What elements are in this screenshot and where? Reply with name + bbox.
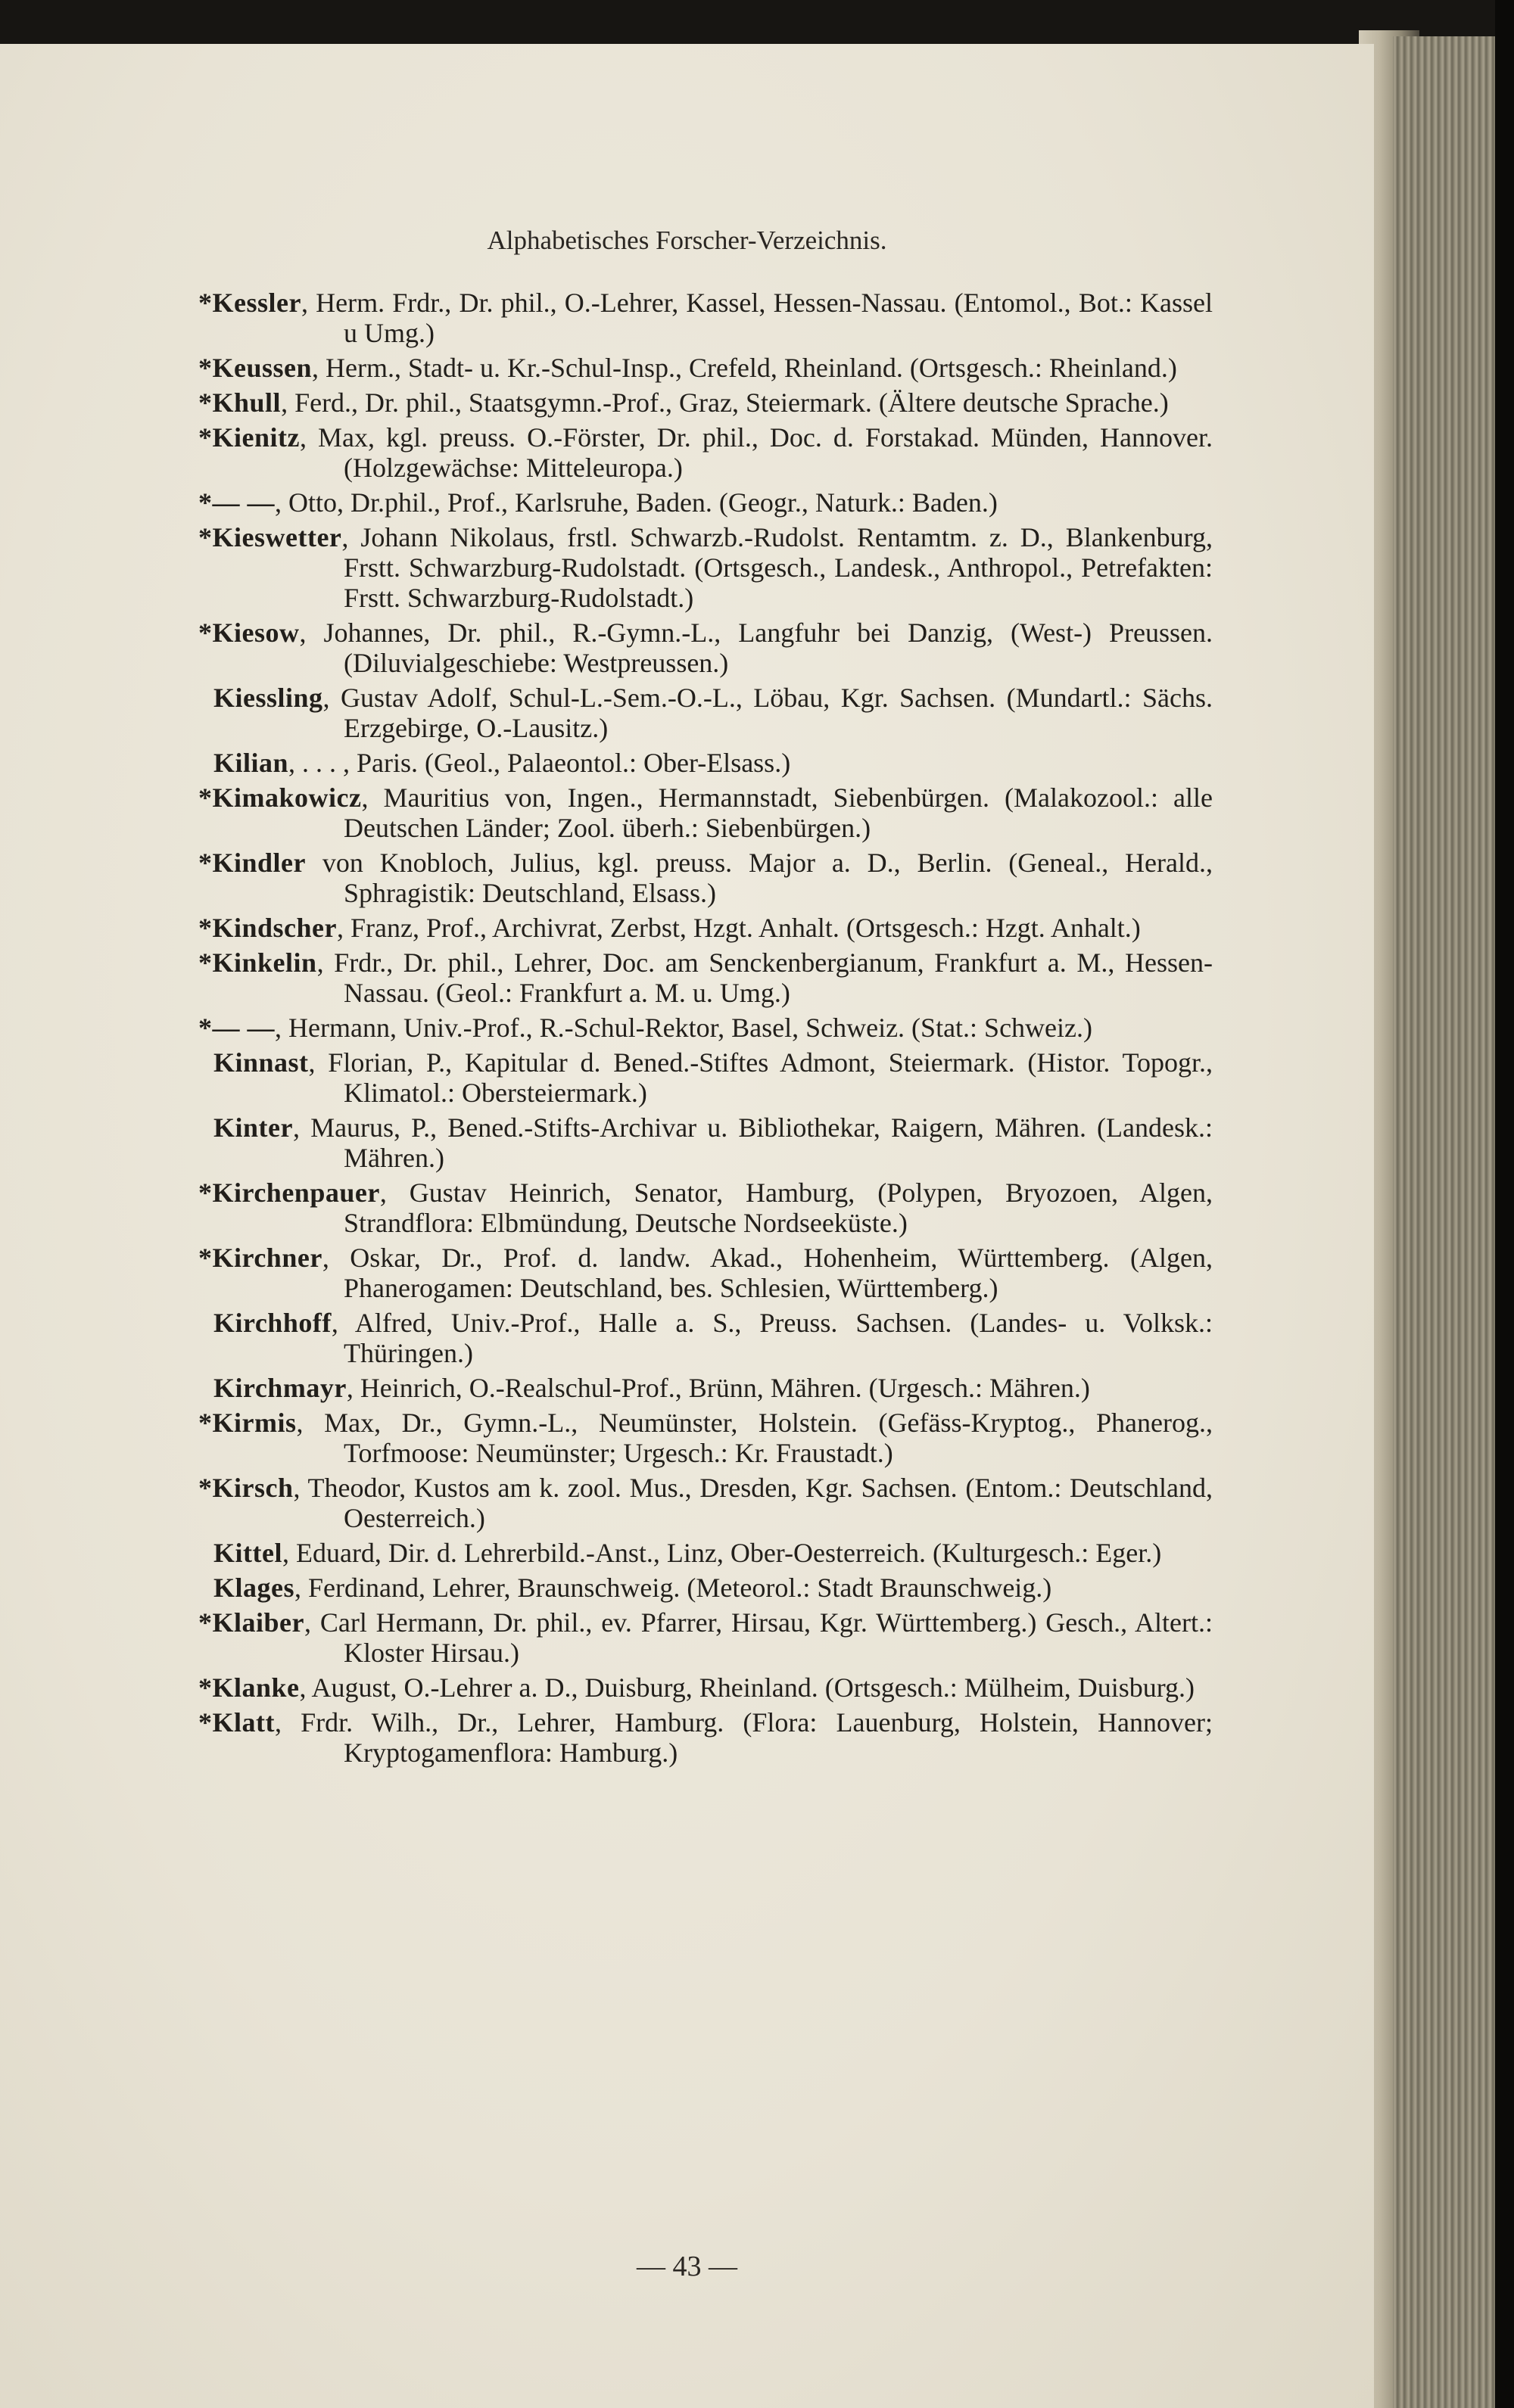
entry-text: , Gustav Heinrich, Senator, Hamburg, (Polypen, Bryozoen, Algen, Strandflora: Elbmündung, Deutsche Nordseeküste.) bbox=[344, 1178, 1213, 1238]
page-edges bbox=[1393, 36, 1499, 2408]
book-page bbox=[0, 44, 1374, 2408]
entry-kinnast bbox=[198, 1047, 1213, 1108]
entry-kirchhoff bbox=[198, 1308, 1213, 1368]
entry-head: Kittel bbox=[213, 1538, 282, 1568]
entry-klages bbox=[198, 1573, 1213, 1603]
edge-shadow bbox=[1495, 0, 1514, 2408]
entry-head: *Kirchner bbox=[198, 1243, 322, 1273]
entry-head: *Kindler bbox=[198, 848, 307, 878]
entry-kindscher bbox=[198, 913, 1213, 943]
entry-kessler bbox=[198, 288, 1213, 348]
entry-head: *— — bbox=[198, 1013, 275, 1043]
entry-head: Kilian bbox=[213, 748, 289, 778]
entry-keussen bbox=[198, 353, 1213, 383]
entry-text: , Frdr. Wilh., Dr., Lehrer, Hamburg. (Flora: Lauenburg, Holstein, Hannover; Kryptogamenflora: Hamburg.) bbox=[274, 1707, 1213, 1768]
entry-head: Kinnast bbox=[213, 1047, 309, 1078]
entry-text: , August, O.-Lehrer a. D., Duisburg, Rheinland. (Ortsgesch.: Mülheim, Duisburg.) bbox=[299, 1672, 1195, 1703]
entry-text: , Mauritius von, Ingen., Hermannstadt, Siebenbürgen. (Malakozool.: alle Deutschen Länder; Zool. überh.: Siebenbürgen.) bbox=[344, 782, 1213, 843]
entry-text: , Heinrich, O.-Realschul-Prof., Brünn, Mähren. (Urgesch.: Mähren.) bbox=[346, 1373, 1090, 1403]
entry-head: Klages bbox=[213, 1573, 294, 1603]
entry-kindler bbox=[198, 848, 1213, 908]
entry-kilian bbox=[198, 748, 1213, 778]
entry-head: *Kieswetter bbox=[198, 522, 342, 552]
entry-text: , Ferd., Dr. phil., Staatsgymn.-Prof., Graz, Steiermark. (Ältere deutsche Sprache.) bbox=[281, 387, 1169, 418]
entry-list bbox=[198, 288, 1213, 1772]
entry-kinkelin-frdr bbox=[198, 947, 1213, 1008]
entry-kiesow bbox=[198, 618, 1213, 678]
entry-kittel bbox=[198, 1538, 1213, 1568]
entry-head: Kirchhoff bbox=[213, 1308, 332, 1338]
entry-text: , Otto, Dr.phil., Prof., Karlsruhe, Baden. (Geogr., Naturk.: Baden.) bbox=[275, 487, 998, 518]
entry-head: *Kienitz bbox=[198, 422, 300, 453]
entry-kiessling bbox=[198, 683, 1213, 743]
entry-kimakowicz bbox=[198, 782, 1213, 843]
entry-text: , Max, kgl. preuss. O.-Förster, Dr. phil., Doc. d. Forstakad. Münden, Hannover. (Holzgewächse: Mitteleuropa.) bbox=[299, 422, 1213, 483]
entry-klaiber bbox=[198, 1607, 1213, 1668]
entry-head: *Kirchenpauer bbox=[198, 1178, 380, 1208]
entry-text: , Ferdinand, Lehrer, Braunschweig. (Meteorol.: Stadt Braunschweig.) bbox=[294, 1573, 1052, 1603]
entry-khull bbox=[198, 387, 1213, 418]
entry-text: , Florian, P., Kapitular d. Bened.-Stiftes Admont, Steiermark. (Histor. Topogr., Klimatol.: Obersteiermark.) bbox=[308, 1047, 1213, 1108]
entry-kirchenpauer bbox=[198, 1178, 1213, 1238]
entry-head: *Kinkelin bbox=[198, 947, 317, 978]
entry-head: *Kiesow bbox=[198, 618, 300, 648]
entry-head: *Kirsch bbox=[198, 1473, 294, 1503]
entry-head: *— — bbox=[198, 487, 275, 518]
entry-text: , . . . , Paris. (Geol., Palaeontol.: Ober-Elsass.) bbox=[288, 748, 791, 778]
entry-text: , Eduard, Dir. d. Lehrerbild.-Anst., Linz, Ober-Oesterreich. (Kulturgesch.: Eger.) bbox=[282, 1538, 1162, 1568]
entry-kienitz-otto bbox=[198, 487, 1213, 518]
entry-kirsch bbox=[198, 1473, 1213, 1533]
entry-head: Kinter bbox=[213, 1112, 293, 1143]
entry-head: *Keussen bbox=[198, 353, 313, 383]
entry-head: *Klaiber bbox=[198, 1607, 304, 1638]
entry-klanke bbox=[198, 1672, 1213, 1703]
entry-head: *Klanke bbox=[198, 1672, 300, 1703]
entry-text: , Johannes, Dr. phil., R.-Gymn.-L., Langfuhr bei Danzig, (West-) Preussen. (Diluvialgeschiebe: Westpreussen.) bbox=[299, 618, 1213, 678]
entry-text: , Herm. Frdr., Dr. phil., O.-Lehrer, Kassel, Hessen-Nassau. (Entomol., Bot.: Kassel u Umg.) bbox=[301, 288, 1213, 348]
entry-kirchner bbox=[198, 1243, 1213, 1303]
entry-kinter bbox=[198, 1112, 1213, 1173]
entry-head: *Kindscher bbox=[198, 913, 338, 943]
entry-kieswetter bbox=[198, 522, 1213, 613]
entry-text: , Herm., Stadt- u. Kr.-Schul-Insp., Crefeld, Rheinland. (Ortsgesch.: Rheinland.) bbox=[312, 353, 1177, 383]
entry-head: *Khull bbox=[198, 387, 282, 418]
entry-text: , Theodor, Kustos am k. zool. Mus., Dresden, Kgr. Sachsen. (Entom.: Deutschland, Oesterreich.) bbox=[293, 1473, 1213, 1533]
entry-kienitz-max bbox=[198, 422, 1213, 483]
entry-kirchmayr bbox=[198, 1373, 1213, 1403]
entry-text: , Franz, Prof., Archivrat, Zerbst, Hzgt. Anhalt. (Ortsgesch.: Hzgt. Anhalt.) bbox=[337, 913, 1141, 943]
entry-klatt bbox=[198, 1707, 1213, 1768]
entry-text: , Hermann, Univ.-Prof., R.-Schul-Rektor, Basel, Schweiz. (Stat.: Schweiz.) bbox=[275, 1013, 1092, 1043]
entry-text: , Johann Nikolaus, frstl. Schwarzb.-Rudolst. Rentamtm. z. D., Blankenburg, Frstt. Schwarzburg-Rudolstadt. (Ortsgesch., Landesk., Anthropol., Petrefakten: Frstt. Schwarzburg-Rudolstadt.) bbox=[341, 522, 1213, 613]
page-title: Alphabetisches Forscher-Verzeichnis. bbox=[487, 226, 887, 255]
entry-text: , Carl Hermann, Dr. phil., ev. Pfarrer, Hirsau, Kgr. Württemberg.) Gesch., Altert.: Kloster Hirsau.) bbox=[304, 1607, 1213, 1668]
page-number: — 43 — bbox=[637, 2251, 737, 2282]
entry-head: *Kirmis bbox=[198, 1408, 297, 1438]
entry-text: , Maurus, P., Bened.-Stifts-Archivar u. Bibliothekar, Raigern, Mähren. (Landesk.: Mähren.) bbox=[292, 1112, 1213, 1173]
entry-head: *Kimakowicz bbox=[198, 782, 362, 813]
entry-head: *Klatt bbox=[198, 1707, 275, 1738]
entry-kinkelin-hermann bbox=[198, 1013, 1213, 1043]
entry-text: , Frdr., Dr. phil., Lehrer, Doc. am Senckenbergianum, Frankfurt a. M., Hessen-Nassau. (Geol.: Frankfurt a. M. u. Umg.) bbox=[316, 947, 1213, 1008]
entry-kirmis bbox=[198, 1408, 1213, 1468]
entry-head: Kiessling bbox=[213, 683, 323, 713]
entry-text: , Gustav Adolf, Schul-L.-Sem.-O.-L., Löbau, Kgr. Sachsen. (Mundartl.: Sächs. Erzgebirge, O.-Lausitz.) bbox=[322, 683, 1213, 743]
entry-text: , Alfred, Univ.-Prof., Halle a. S., Preuss. Sachsen. (Landes- u. Volksk.: Thüringen.) bbox=[331, 1308, 1213, 1368]
entry-text: von Knobloch, Julius, kgl. preuss. Major a. D., Berlin. (Geneal., Herald., Sphragistik: Deutschland, Elsass.) bbox=[306, 848, 1213, 908]
entry-head: *Kessler bbox=[198, 288, 301, 318]
entry-text: , Oskar, Dr., Prof. d. landw. Akad., Hohenheim, Württemberg. (Algen, Phanerogamen: Deutschland, bes. Schlesien, Württemberg.) bbox=[322, 1243, 1213, 1303]
entry-head: Kirchmayr bbox=[213, 1373, 347, 1403]
entry-text: , Max, Dr., Gymn.-L., Neumünster, Holstein. (Gefäss-Kryptog., Phanerog., Torfmoose: Neumünster; Urgesch.: Kr. Fraustadt.) bbox=[296, 1408, 1213, 1468]
